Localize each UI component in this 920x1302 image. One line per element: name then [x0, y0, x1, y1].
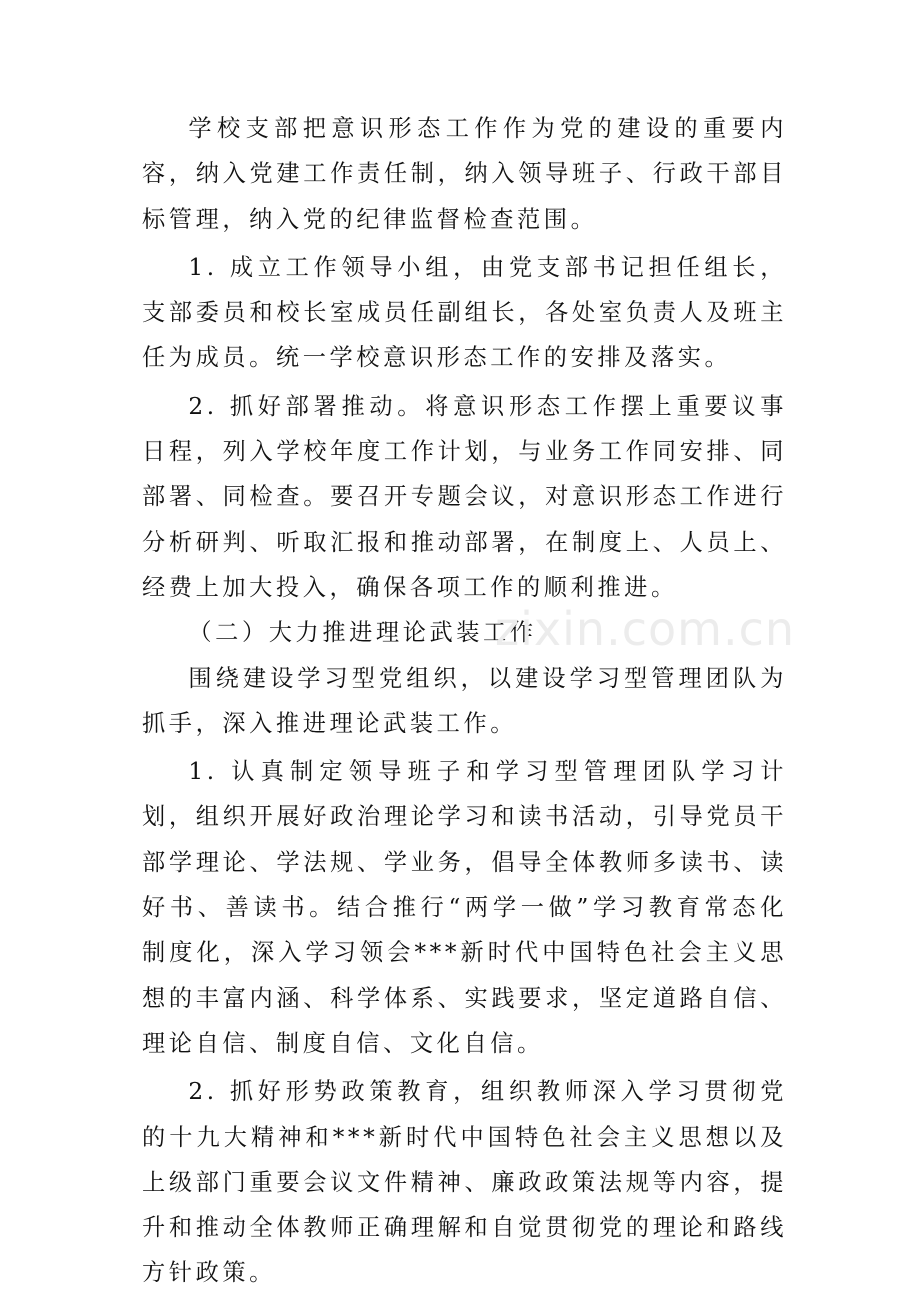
paragraph-deployment: 2. 抓好部署推动。将意识形态工作摆上重要议事日程，列入学校年度工作计划，与业务工作同安排、同部署、同检查。要召开专题会议，对意识形态工作进行分析研判、听取汇报和推动部署，在制度上、人员上、经费上加大投入，确保各项工作的顺利推进。 [142, 392, 787, 601]
paragraph-policy-education: 2. 抓好形势政策教育，组织教师深入学习贯彻党的十九大精神和***新时代中国特色社会主义思想以及上级部门重要会议文件精神、廉政政策法规等内容，提升和推动全体教师正确理解和自觉贯彻党的理论和路线方针政策。 [142, 1078, 787, 1287]
document-body [142, 106, 787, 1296]
paragraph-leading-group: 1. 成立工作领导小组，由党支部书记担任组长，支部委员和校长室成员任副组长，各处室负责人及班主任为成员。统一学校意识形态工作的安排及落实。 [142, 253, 787, 372]
watermark-text: zixin.com.cn [495, 602, 796, 656]
section-heading-theory: （二）大力推进理论武装工作 [188, 619, 537, 647]
paragraph-learning-organization: 围绕建设学习型党组织，以建设学习型管理团队为抓手，深入推进理论武装工作。 [142, 664, 787, 737]
paragraph-ideology-responsibility: 学校支部把意识形态工作作为党的建设的重要内容，纳入党建工作责任制，纳入领导班子、行政干部目标管理，纳入党的纪律监督检查范围。 [142, 115, 787, 233]
paragraph-study-plan: 1. 认真制定领导班子和学习型管理团队学习计划，组织开展好政治理论学习和读书活动，引导党员干部学理论、学法规、学业务，倡导全体教师多读书、读好书、善读书。结合推行“两学一做”学习教育常态化制度化，深入学习领会***新时代中国特色社会主义思想的丰富内涵、科学体系、实践要求，坚定道路自信、理论自信、制度自信、文化自信。 [142, 758, 787, 1057]
